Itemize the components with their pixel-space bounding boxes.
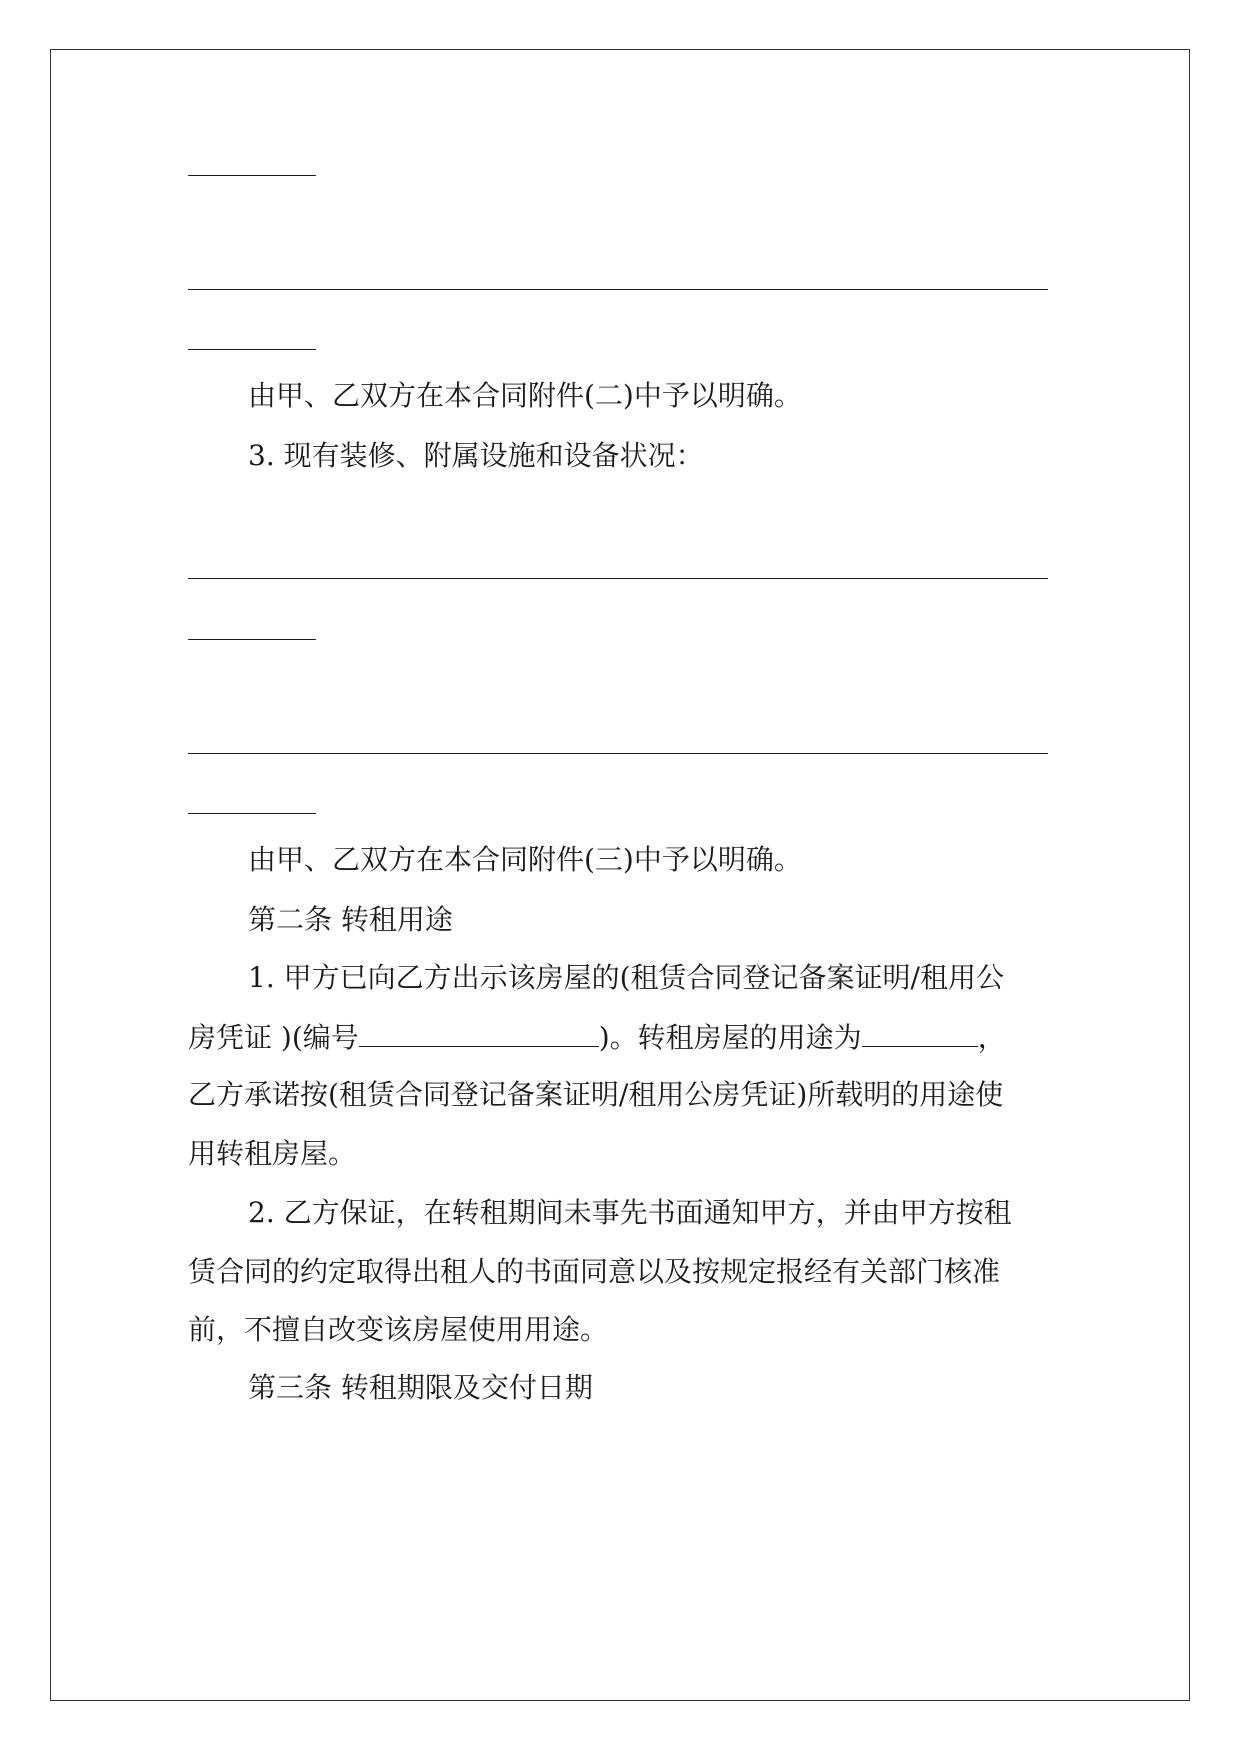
- usage-blank[interactable]: [862, 1018, 978, 1047]
- article-2-item-1-line-3: 乙方承诺按(租赁合同登记备案证明/租用公房凭证)所载明的用途使: [188, 1078, 1004, 1111]
- item-1-text-c: ，: [977, 1021, 1006, 1054]
- article-2-item-2-line-1: 2. 乙方保证，在转租期间未事先书面通知甲方，并由甲方按租: [248, 1196, 1012, 1229]
- fill-line: [188, 639, 316, 640]
- fill-line: [188, 578, 1048, 579]
- article-2-item-2-line-2: 赁合同的约定取得出租人的书面同意以及按规定报经有关部门核准: [188, 1255, 1001, 1288]
- article-3-heading: 第三条 转租期限及交付日期: [248, 1371, 593, 1404]
- fill-line: [188, 289, 1048, 290]
- paragraph-item-3: 3. 现有装修、附属设施和设备状况：: [248, 439, 704, 472]
- fill-line: [188, 349, 316, 350]
- article-2-item-1-line-4: 用转租房屋。: [188, 1137, 357, 1170]
- fill-line: [188, 813, 316, 814]
- fill-line: [188, 175, 316, 176]
- article-2-heading: 第二条 转租用途: [248, 903, 453, 936]
- number-blank[interactable]: [359, 1018, 599, 1047]
- fill-line: [188, 753, 1048, 754]
- article-2-item-1-line-2: [188, 1018, 1006, 1058]
- article-2-item-2-line-3: 前，不擅自改变该房屋使用用途。: [188, 1313, 609, 1346]
- paragraph-attachment-3: 由甲、乙双方在本合同附件(三)中予以明确。: [248, 843, 802, 876]
- item-1-text-a: 房凭证 )(编号: [188, 1021, 359, 1054]
- article-2-item-1-line-1: 1. 甲方已向乙方出示该房屋的(租赁合同登记备案证明/租用公: [248, 961, 1004, 994]
- item-1-text-b: )。转租房屋的用途为: [598, 1021, 862, 1054]
- paragraph-attachment-2: 由甲、乙双方在本合同附件(二)中予以明确。: [248, 379, 802, 412]
